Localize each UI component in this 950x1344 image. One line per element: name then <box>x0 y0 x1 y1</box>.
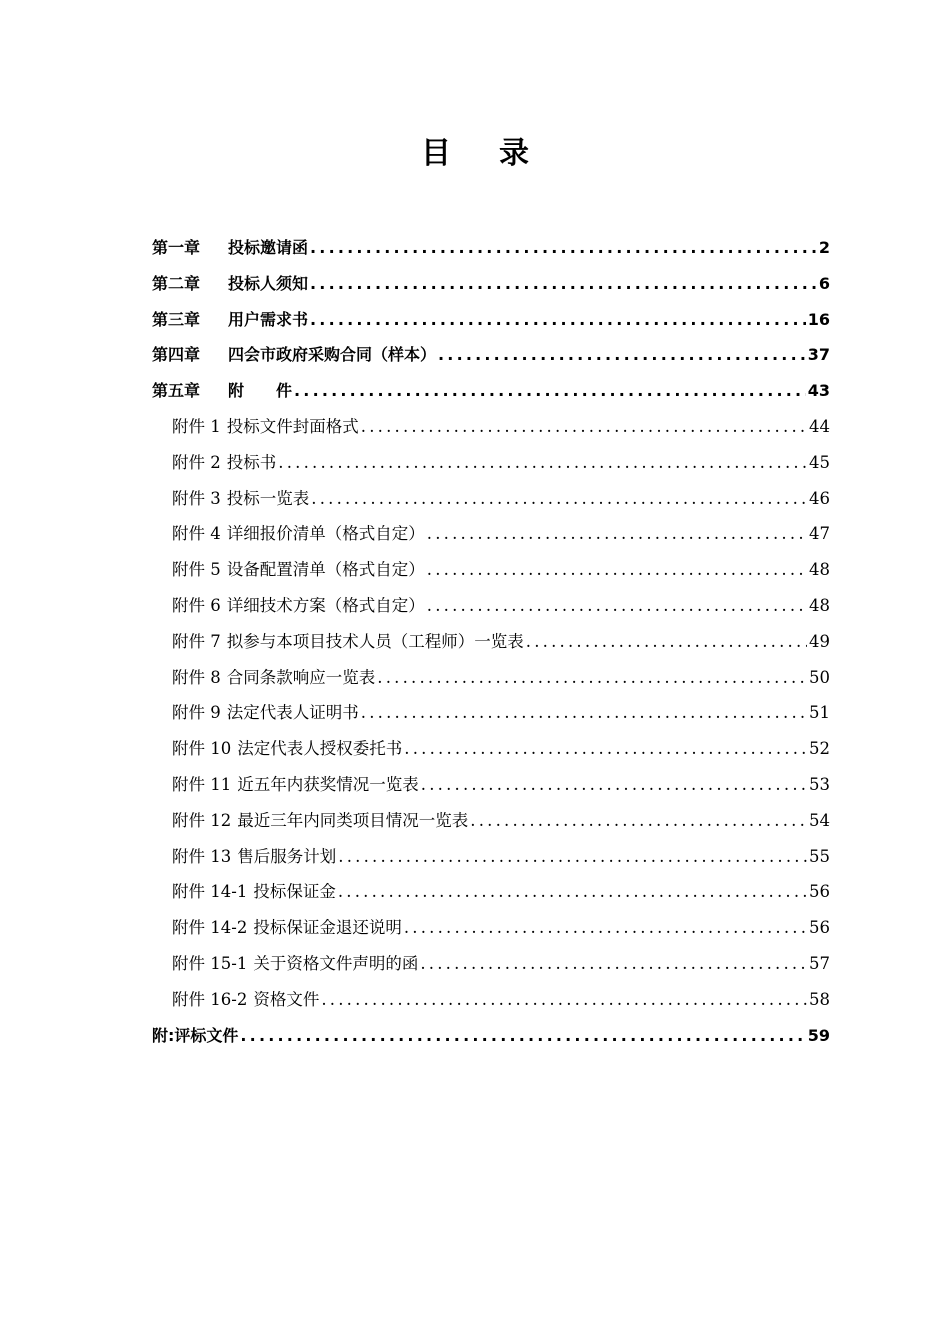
toc-dot-leader <box>240 1018 805 1054</box>
toc-entry-label: 投标文件封面格式 <box>226 416 359 436</box>
toc-entry-number: 附件 14-1 <box>172 882 248 902</box>
toc-entry-label: 投标书 <box>226 452 277 472</box>
toc-entry-page: 56 <box>809 918 830 938</box>
toc-entry-label: 法定代表人授权委托书 <box>237 739 403 759</box>
toc-entry-label: 合同条款响应一览表 <box>226 667 376 687</box>
toc-entry[interactable] <box>152 624 830 660</box>
toc-entry[interactable] <box>152 910 830 946</box>
toc-entry-number: 附件 4 <box>172 524 221 544</box>
toc-dot-leader <box>278 445 807 481</box>
toc-entry-page: 16 <box>807 309 830 329</box>
toc-entry-label: 拟参与本项目技术人员（工程师）一览表 <box>226 631 524 651</box>
toc-entry-number: 附件 9 <box>172 703 221 723</box>
toc-dot-leader <box>321 982 807 1018</box>
toc-entry-number: 附件 5 <box>172 560 221 580</box>
toc-entry-label: 关于资格文件声明的函 <box>253 953 419 973</box>
toc-dot-leader <box>427 516 807 552</box>
toc-dot-leader <box>310 230 817 266</box>
toc-entry[interactable] <box>152 839 830 875</box>
toc-entry-number: 附件 15-1 <box>172 953 248 973</box>
toc-entry-page: 57 <box>809 953 830 973</box>
toc-entry[interactable] <box>152 409 830 445</box>
toc-dot-leader <box>438 337 806 373</box>
toc-entry-label: 投标人须知 <box>228 273 309 293</box>
toc-entry[interactable] <box>152 767 830 803</box>
toc-dot-leader <box>404 910 807 946</box>
toc-entry[interactable] <box>152 803 830 839</box>
toc-entry-number: 附件 3 <box>172 488 221 508</box>
toc-entry-page: 55 <box>809 846 830 866</box>
toc-entry-page: 48 <box>809 560 830 580</box>
toc-entry-label: 最近三年内同类项目情况一览表 <box>237 810 469 830</box>
toc-dot-leader <box>470 803 807 839</box>
toc-entry-page: 51 <box>809 703 830 723</box>
toc-entry-number: 第二章 <box>152 273 201 293</box>
toc-entry-number: 第一章 <box>152 238 201 257</box>
toc-entry[interactable] <box>152 445 830 481</box>
toc-entry-page: 56 <box>809 882 830 902</box>
toc-entry-page: 52 <box>809 739 830 759</box>
toc-entry-page: 58 <box>809 989 830 1009</box>
toc-entry-number: 附件 11 <box>172 774 232 794</box>
toc-entry[interactable] <box>152 373 830 409</box>
toc-entry[interactable] <box>152 230 830 266</box>
toc-entry[interactable] <box>152 588 830 624</box>
toc-dot-leader <box>404 731 807 767</box>
toc-entry-number: 附件 1 <box>172 416 221 436</box>
toc-entry[interactable] <box>152 1018 830 1054</box>
toc-entry-number: 附件 10 <box>172 739 232 759</box>
toc-entry-page: 45 <box>809 452 830 472</box>
toc-entry[interactable] <box>152 695 830 731</box>
toc-entry-label: 资格文件 <box>253 989 320 1009</box>
toc-entry-label: 投标邀请函 <box>228 238 309 257</box>
toc-entry-number: 附件 14-2 <box>172 918 248 938</box>
toc-dot-leader <box>294 373 806 409</box>
toc-dot-leader <box>338 874 807 910</box>
toc-entry-page: 2 <box>818 238 830 257</box>
toc-entry-page: 59 <box>807 1025 830 1045</box>
table-of-contents <box>152 230 830 1053</box>
toc-entry-page: 53 <box>809 774 830 794</box>
toc-entry-number: 附件 2 <box>172 452 221 472</box>
toc-entry-number: 附件 6 <box>172 595 221 615</box>
title-char-1: 目 <box>421 136 451 171</box>
toc-entry-page: 48 <box>809 595 830 615</box>
toc-entry-number: 附件 12 <box>172 810 232 830</box>
toc-dot-leader <box>526 624 807 660</box>
toc-entry-page: 43 <box>807 381 830 401</box>
toc-entry-number: 附件 8 <box>172 667 221 687</box>
toc-entry-page: 44 <box>809 416 830 436</box>
toc-entry-page: 47 <box>809 524 830 544</box>
toc-dot-leader <box>310 266 817 302</box>
toc-entry[interactable] <box>152 946 830 982</box>
toc-entry-label: 投标一览表 <box>226 488 310 508</box>
toc-entry[interactable] <box>152 266 830 302</box>
toc-entry[interactable] <box>152 874 830 910</box>
toc-dot-leader <box>420 946 807 982</box>
toc-entry-number: 附件 7 <box>172 631 221 651</box>
toc-entry-label: 近五年内获奖情况一览表 <box>237 774 419 794</box>
toc-dot-leader <box>377 660 807 696</box>
toc-dot-leader <box>427 588 807 624</box>
page-title <box>0 128 950 172</box>
toc-entry-label: 投标保证金退还说明 <box>253 918 402 938</box>
toc-entry[interactable] <box>152 337 830 373</box>
toc-entry-page: 37 <box>807 345 830 365</box>
toc-entry-page: 54 <box>809 810 830 830</box>
toc-entry-page: 46 <box>809 488 830 508</box>
toc-entry-label: 法定代表人证明书 <box>226 703 359 723</box>
toc-entry-label: 四会市政府采购合同（样本） <box>228 345 437 365</box>
toc-entry-number: 第三章 <box>152 309 201 329</box>
toc-dot-leader <box>427 552 807 588</box>
toc-entry[interactable] <box>152 516 830 552</box>
toc-entry-number: 第五章 <box>152 381 201 401</box>
toc-dot-leader <box>421 767 807 803</box>
toc-entry-label: 附:评标文件 <box>152 1025 239 1045</box>
toc-entry[interactable] <box>152 302 830 338</box>
toc-entry-label: 设备配置清单（格式自定） <box>226 560 425 580</box>
title-char-2: 录 <box>499 136 529 171</box>
toc-entry-label: 附 件 <box>228 381 293 401</box>
toc-entry-page: 6 <box>818 273 830 293</box>
toc-dot-leader <box>361 409 807 445</box>
toc-entry[interactable] <box>152 481 830 517</box>
toc-dot-leader <box>311 481 807 517</box>
toc-entry-number: 附件 13 <box>172 846 232 866</box>
toc-entry-number: 第四章 <box>152 345 201 365</box>
toc-entry-number: 附件 16-2 <box>172 989 248 1009</box>
toc-entry-label: 详细报价清单（格式自定） <box>226 524 425 544</box>
toc-dot-leader <box>338 839 807 875</box>
toc-entry-page: 49 <box>809 631 830 651</box>
toc-entry-label: 投标保证金 <box>253 882 336 902</box>
toc-entry-label: 售后服务计划 <box>237 846 337 866</box>
toc-entry[interactable] <box>152 731 830 767</box>
toc-entry-label: 详细技术方案（格式自定） <box>226 595 425 615</box>
toc-entry-label: 用户需求书 <box>228 309 309 329</box>
toc-dot-leader <box>310 302 806 338</box>
toc-entry[interactable] <box>152 552 830 588</box>
toc-entry[interactable] <box>152 982 830 1018</box>
toc-entry[interactable] <box>152 660 830 696</box>
toc-entry-page: 50 <box>809 667 830 687</box>
toc-dot-leader <box>361 695 807 731</box>
